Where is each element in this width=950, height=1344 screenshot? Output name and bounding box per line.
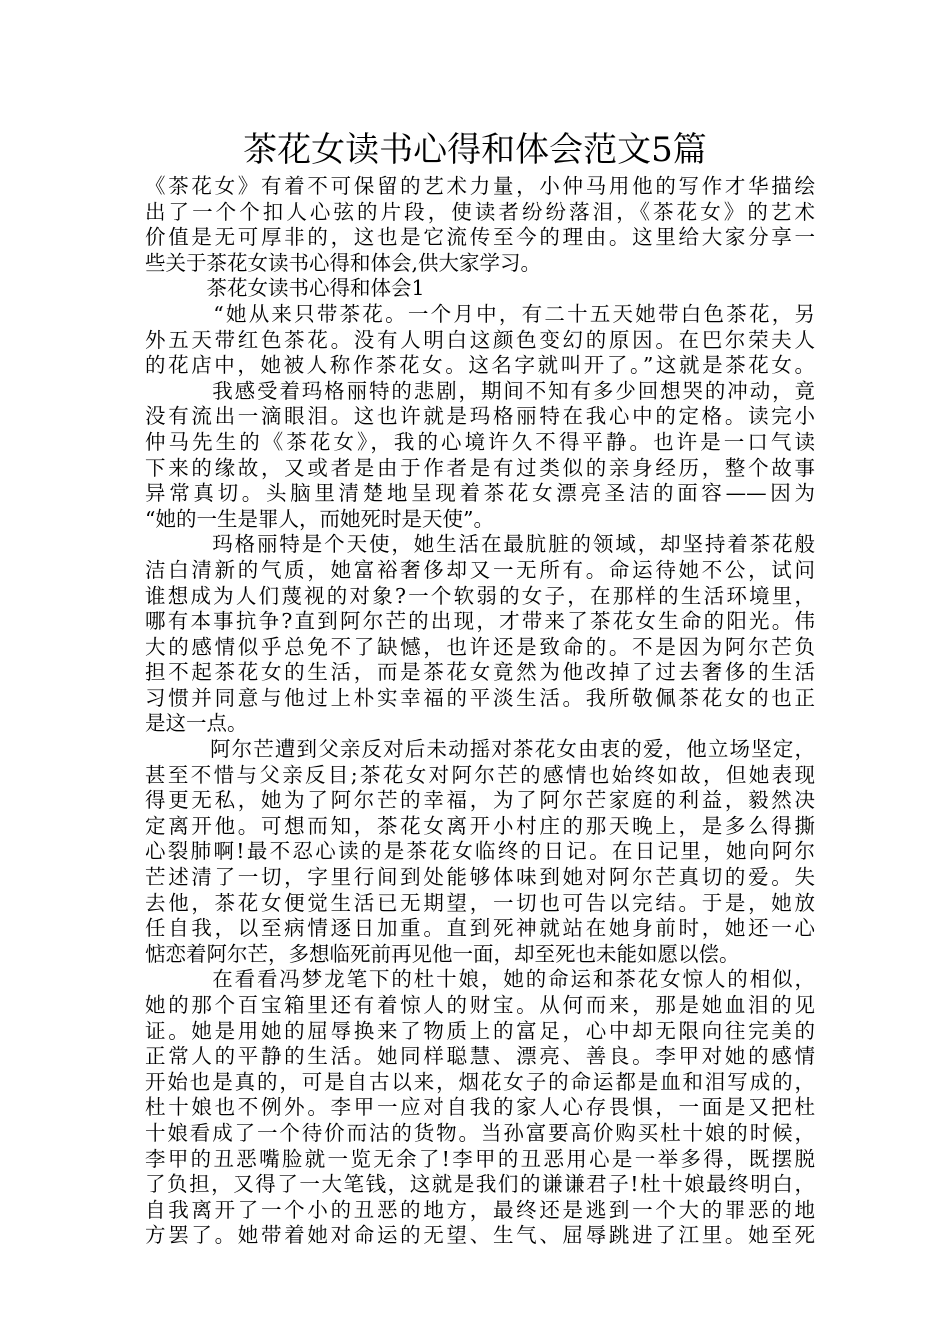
text-line: 了负担，又得了一大笔钱，这就是我们的谦谦君子!杜十娘最终明白， bbox=[145, 1172, 815, 1197]
text-line: 证。她是用她的屈辱换来了物质上的富足，心中却无限向往完美的 bbox=[145, 1018, 815, 1043]
text-line: 定离开他。可想而知，茶花女离开小村庄的那天晚上，是多么得撕 bbox=[145, 813, 815, 838]
text-line: 玛格丽特是个天使，她生活在最肮脏的领域，却坚持着茶花般 bbox=[145, 532, 815, 557]
text-line: 异常真切。头脑里清楚地呈现着茶花女漂亮圣洁的面容——因为 bbox=[145, 481, 815, 506]
text-line: 下来的缘故，又或者是由于作者是有过类似的亲身经历，整个故事 bbox=[145, 455, 815, 480]
text-line: 我感受着玛格丽特的悲剧，期间不知有多少回想哭的冲动，竟 bbox=[145, 378, 815, 403]
text-line: 十娘看成了一个待价而沽的货物。当孙富要高价购买杜十娘的时候， bbox=[145, 1120, 815, 1145]
text-line: 去他，茶花女便觉生活已无期望，一切也可告以完结。于是，她放 bbox=[145, 890, 815, 915]
text-line: 茶花女读书心得和体会1 bbox=[145, 276, 425, 301]
text-line: 李甲的丑恶嘴脸就一览无余了!李甲的丑恶用心是一举多得，既摆脱 bbox=[145, 1146, 815, 1171]
text-line: 在看看冯梦龙笔下的杜十娘，她的命运和茶花女惊人的相似， bbox=[145, 967, 815, 992]
text-line: 正常人的平静的生活。她同样聪慧、漂亮、善良。李甲对她的感情 bbox=[145, 1044, 815, 1069]
text-line: 自我离开了一个小的丑恶的地方，最终还是逃到一个大的罪恶的地 bbox=[145, 1197, 815, 1222]
text-line: 出了一个个扣人心弦的片段，使读者纷纷落泪，《茶花女》的艺术 bbox=[145, 199, 815, 224]
text-line: 惦恋着阿尔芒，多想临死前再见他一面，却至死也未能如愿以偿。 bbox=[145, 941, 740, 966]
text-line: 是这一点。 bbox=[145, 711, 248, 736]
text-line: 她的那个百宝箱里还有着惊人的财宝。从何而来，那是她血泪的见 bbox=[145, 993, 815, 1017]
text-line: 心裂肺啊!最不忍心读的是茶花女临终的日记。在日记里，她向阿尔 bbox=[145, 839, 815, 864]
text-line: 任自我，以至病情逐日加重。直到死神就站在她身前时，她还一心 bbox=[145, 916, 815, 941]
text-line: 洁白清新的气质，她富裕奢侈却又一无所有。命运待她不公，试问 bbox=[145, 557, 815, 582]
text-line: 价值是无可厚非的，这也是它流传至今的理由。这里给大家分享一 bbox=[145, 225, 815, 250]
text-line: 仲马先生的《茶花女》，我的心境许久不得平静。也许是一口气读 bbox=[145, 429, 815, 454]
text-line: 芒述清了一切，字里行间到处能够体味到她对阿尔芒真切的爱。失 bbox=[145, 865, 815, 890]
text-line: 阿尔芒遭到父亲反对后未动摇对茶花女由衷的爱，他立场坚定， bbox=[145, 737, 815, 762]
text-line: 担不起茶花女的生活，而是茶花女竟然为他改掉了过去奢侈的生活 bbox=[145, 660, 815, 685]
text-line: 杜十娘也不例外。李甲一应对自我的家人心存畏惧，一面是又把杜 bbox=[145, 1095, 815, 1120]
text-line: 甚至不惜与父亲反目;茶花女对阿尔芒的感情也始终如故，但她表现 bbox=[145, 762, 815, 787]
text-line: 得更无私，她为了阿尔芒的幸福，为了阿尔芒家庭的利益，毅然决 bbox=[145, 788, 815, 813]
text-line: 没有流出一滴眼泪。这也许就是玛格丽特在我心中的定格。读完小 bbox=[145, 404, 815, 429]
document-body bbox=[145, 174, 815, 1249]
text-line: 大的感情似乎总免不了缺憾，也许还是致命的。不是因为阿尔芒负 bbox=[145, 634, 815, 659]
text-line: 习惯并同意与他过上朴实幸福的平淡生活。我所敬佩茶花女的也正 bbox=[145, 685, 815, 710]
text-line: 的花店中，她被人称作茶花女。这名字就叫开了。”这就是茶花女。 bbox=[145, 353, 815, 378]
text-line: 谁想成为人们蔑视的对象?一个软弱的女子，在那样的生活环境里， bbox=[145, 583, 815, 608]
text-line: 方罢了。她带着她对命运的无望、生气、屈辱跳进了江里。她至死 bbox=[145, 1223, 815, 1248]
text-line: 《茶花女》有着不可保留的艺术力量，小仲马用他的写作才华描绘 bbox=[145, 174, 815, 198]
document-title: 茶花女读书心得和体会范文5篇 bbox=[243, 130, 707, 170]
text-line: 开始也是真的，可是自古以来，烟花女子的命运都是血和泪写成的， bbox=[145, 1069, 815, 1094]
text-line: 些关于茶花女读书心得和体会,供大家学习。 bbox=[145, 250, 542, 275]
text-line: “她的一生是罪人，而她死时是天使”。 bbox=[145, 506, 494, 531]
text-line: 哪有本事抗争?直到阿尔芒的出现，才带来了茶花女生命的阳光。伟 bbox=[145, 609, 815, 634]
text-line: 外五天带红色茶花。没有人明白这颜色变幻的原因。在巴尔荣夫人 bbox=[145, 327, 815, 352]
text-line: “她从来只带茶花。一个月中，有二十五天她带白色茶花，另 bbox=[145, 301, 815, 326]
